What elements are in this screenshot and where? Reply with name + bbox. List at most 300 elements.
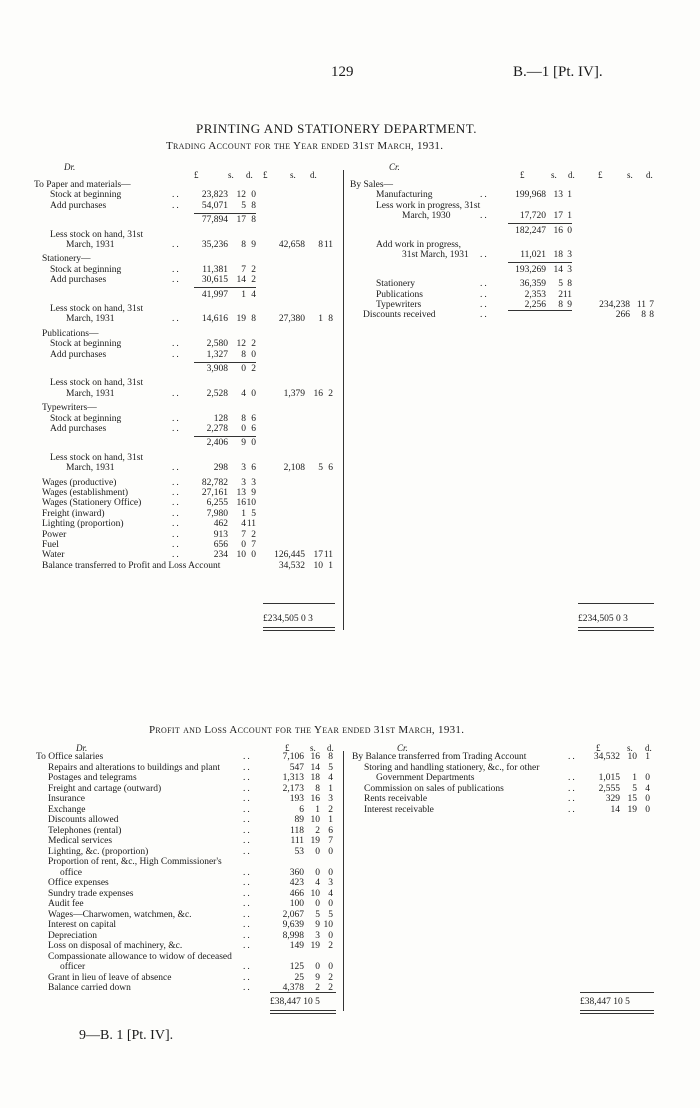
leader-dots: .. [243, 899, 252, 909]
subtotal-rule [194, 287, 256, 288]
trading-right-grand-total: £234,505 0 3 [578, 614, 628, 624]
pl-left-label: Insurance [48, 794, 85, 804]
trading-left-inner-shillings: 13 [236, 488, 246, 498]
pl-right-grand-total: £38,447 10 5 [580, 997, 630, 1007]
pl-left-amount-pounds: 7,106 [282, 752, 304, 762]
trading-left-inner-shillings: 12 [236, 339, 246, 350]
trading-right-label: Less work in progress, 31st [376, 200, 481, 211]
pl-left-amount-pounds: 53 [294, 846, 304, 857]
trading-right-inner-shillings: 2 [558, 289, 563, 300]
pl-right-label: Government Departments [376, 773, 475, 783]
pl-left-amount-shillings: 5 [315, 909, 320, 920]
trading-left-inner-pounds: 913 [213, 529, 228, 540]
leader-dots: .. [243, 941, 252, 951]
trading-left-inner-pence: 0 [251, 388, 256, 399]
trading-left-inner-shillings: 0 [241, 364, 246, 374]
pl-left-amount-pence: 6 [328, 825, 333, 836]
pl-left-amount-pounds: 4,378 [282, 983, 304, 993]
trading-dr-label: Dr. [64, 162, 76, 172]
pl-left-amount-pence: 2 [328, 941, 333, 951]
trading-title: PRINTING AND STATIONERY DEPARTMENT. [196, 121, 477, 136]
trading-right-inner-pounds: 199,968 [515, 190, 546, 201]
pl-left-amount-shillings: 1 [315, 804, 320, 815]
pl-left-amount-shillings: 0 [315, 867, 320, 878]
pl-left-amount-pounds: 6 [299, 804, 304, 815]
trading-right-inner-shillings: 14 [553, 264, 563, 275]
trading-left-outer-pence: 2 [328, 388, 333, 399]
leader-dots: .. [172, 519, 181, 530]
currency-header-left-inner-pence: d. [246, 170, 253, 180]
leader-dots: .. [172, 240, 181, 250]
trading-left-outer-pounds: 27,380 [278, 314, 305, 325]
trading-left-outer-pence: 1 [328, 560, 333, 571]
pl-left-amount-shillings: 10 [310, 815, 320, 825]
trading-left-label: Stock at beginning [50, 413, 122, 424]
trading-left-outer-pence: 8 [328, 314, 333, 325]
trading-right-outer-shillings: 8 [641, 310, 646, 321]
trading-left-label: Publications— [42, 328, 99, 339]
trading-left-inner-shillings: 3 [241, 463, 246, 474]
outer-total-rule-left [263, 603, 335, 604]
pl-right-amount-pounds: 34,532 [593, 752, 620, 762]
leader-dots: .. [172, 508, 181, 519]
pl-left-amount-shillings: 18 [310, 773, 320, 783]
trading-left-inner-pounds: 41,997 [201, 289, 228, 300]
trading-left-label: Stock at beginning [50, 190, 122, 201]
leader-dots: .. [568, 783, 577, 794]
trading-right-label: By Sales— [350, 180, 394, 190]
leader-dots: .. [172, 264, 181, 275]
trading-left-inner-pence: 0 [251, 349, 256, 360]
trading-left-inner-shillings: 1 [241, 289, 246, 300]
trading-left-outer-pence: 11 [323, 550, 333, 561]
pl-right-amount-shillings: 10 [627, 752, 637, 762]
trading-left-outer-pounds: 1,379 [283, 388, 305, 399]
pl-left-amount-pence: 0 [328, 899, 333, 909]
trading-left-inner-shillings: 10 [236, 550, 246, 561]
trading-left-inner-pence: 0 [251, 190, 256, 201]
pl-left-label: Telephones (rental) [48, 825, 122, 836]
trading-left-label: Lighting (proportion) [42, 519, 124, 530]
pl-left-amount-pounds: 423 [289, 878, 304, 888]
leader-dots: .. [480, 279, 489, 290]
pl-total-rule-left [270, 992, 336, 993]
trading-right-inner-shillings: 13 [553, 190, 563, 201]
trading-left-label: Add purchases [50, 424, 107, 434]
currency-header-right-inner-shillings: s. [551, 170, 557, 180]
trading-right-inner-pounds: 182,247 [515, 225, 546, 236]
pl-left-label: Freight and cartage (outward) [48, 783, 162, 794]
trading-left-label: Add purchases [50, 275, 107, 286]
pl-left-label: Postages and telegrams [48, 773, 137, 783]
trading-right-inner-pence: 1 [567, 211, 572, 222]
leader-dots: .. [172, 190, 181, 201]
pl-right-label: Rents receivable [364, 794, 428, 804]
leader-dots: .. [480, 289, 489, 300]
trading-left-label: March, 1931 [66, 240, 115, 250]
pl-right-label: Interest receivable [364, 804, 434, 815]
trading-left-label: Stationery— [42, 254, 91, 265]
pl-left-amount-pounds: 2,067 [282, 909, 304, 920]
trading-left-inner-pence: 6 [251, 424, 256, 434]
trading-left-outer-pounds: 2,108 [283, 463, 305, 474]
trading-right-outer-pence: 7 [649, 300, 654, 310]
trading-left-inner-shillings: 4 [241, 519, 246, 530]
trading-left-grand-total: £234,505 0 3 [263, 614, 313, 624]
trading-left-inner-shillings: 19 [236, 314, 246, 325]
pl-left-amount-shillings: 2 [315, 983, 320, 993]
pl-left-amount-pence: 5 [328, 909, 333, 920]
pl-left-label: Repairs and alterations to buildings and plant [48, 762, 221, 773]
leader-dots: .. [480, 250, 489, 261]
pl-left-amount-pounds: 25 [294, 972, 304, 983]
trading-left-inner-pounds: 298 [213, 463, 228, 474]
right-inner-total-rule [508, 310, 572, 311]
currency-header-left-outer-pence: d. [310, 170, 317, 180]
trading-subtitle: Trading Account for the Year ended 31st March, 1931. [166, 140, 444, 152]
pl-right-label: By Balance transferred from Trading Account [352, 752, 527, 762]
leader-dots: .. [243, 909, 252, 920]
trading-left-inner-shillings: 0 [241, 424, 246, 434]
pl-right-amount-pence: 1 [645, 752, 650, 762]
trading-left-outer-shillings: 10 [313, 560, 323, 571]
page-number: 129 [331, 64, 354, 80]
pl-left-amount-shillings: 10 [310, 888, 320, 899]
leader-dots: .. [568, 752, 577, 762]
pl-grand-total-double-rule-left-second [270, 1013, 336, 1014]
trading-right-outer-pounds: 234,238 [599, 300, 630, 310]
pl-left-amount-pounds: 111 [290, 836, 304, 846]
trading-left-label: Less stock on hand, 31st [50, 378, 144, 389]
leader-dots: .. [172, 463, 181, 474]
trading-left-inner-shillings: 3 [241, 477, 246, 488]
pl-left-label: Balance carried down [48, 983, 131, 993]
trading-left-inner-pence: 5 [251, 508, 256, 519]
trading-left-inner-pence: 2 [251, 339, 256, 350]
trading-right-inner-pounds: 193,269 [515, 264, 546, 275]
pl-left-amount-pounds: 360 [289, 867, 304, 878]
pl-right-amount-pence: 0 [645, 773, 650, 783]
pl-left-amount-pence: 8 [328, 752, 333, 762]
pl-left-label: Office expenses [48, 878, 109, 888]
trading-right-inner-shillings: 17 [553, 211, 563, 222]
document-reference: B.—1 [Pt. IV]. [513, 64, 603, 80]
trading-left-inner-pence: 3 [251, 477, 256, 488]
leader-dots: .. [172, 477, 181, 488]
leader-dots: .. [480, 300, 489, 310]
subtotal-rule [194, 213, 256, 214]
pl-left-amount-pounds: 100 [289, 899, 304, 909]
currency-header-left-inner-shillings: s. [228, 170, 234, 180]
trading-left-inner-shillings: 1 [241, 508, 246, 519]
trading-left-inner-shillings: 9 [241, 438, 246, 449]
trading-left-inner-pounds: 54,071 [201, 200, 228, 211]
currency-header-left-outer-pounds: £ [263, 170, 268, 180]
leader-dots: .. [568, 794, 577, 804]
trading-left-label: Power [42, 529, 67, 540]
trading-right-label: Discounts received [363, 310, 436, 321]
pl-currency-right-shillings: s. [627, 743, 633, 753]
leader-dots: .. [243, 972, 252, 983]
trading-left-inner-shillings: 7 [241, 264, 246, 275]
leader-dots: .. [568, 773, 577, 783]
pl-left-label: Depreciation [48, 930, 98, 941]
pl-right-amount-shillings: 5 [632, 783, 637, 794]
trading-right-inner-pounds: 2,353 [524, 289, 546, 300]
pl-left-amount-pounds: 118 [290, 825, 304, 836]
trading-left-inner-pence: 2 [251, 264, 256, 275]
pl-left-amount-pence: 0 [328, 867, 333, 878]
trading-left-inner-pence: 2 [251, 364, 256, 374]
trading-right-label: Typewriters [376, 300, 422, 310]
pl-left-amount-pence: 3 [328, 794, 333, 804]
pl-left-amount-pounds: 1,313 [282, 773, 304, 783]
leader-dots: .. [243, 762, 252, 773]
leader-dots: .. [243, 804, 252, 815]
trading-left-inner-pounds: 14,616 [201, 314, 228, 325]
trading-left-inner-pounds: 2,580 [206, 339, 228, 350]
trading-left-label: March, 1931 [66, 388, 115, 399]
trading-left-inner-pence: 7 [251, 540, 256, 550]
pl-left-amount-pounds: 149 [289, 941, 304, 951]
trading-right-inner-shillings: 16 [553, 225, 563, 236]
pl-left-amount-pounds: 125 [289, 962, 304, 972]
leader-dots: .. [243, 888, 252, 899]
trading-right-inner-shillings: 5 [558, 279, 563, 290]
pl-column-divider [343, 751, 344, 1011]
trading-left-outer-shillings: 8 [318, 240, 323, 250]
pl-left-amount-shillings: 8 [315, 783, 320, 794]
trading-left-inner-pounds: 77,894 [201, 215, 228, 226]
pl-left-amount-pounds: 466 [289, 888, 304, 899]
trading-left-label: Wages (Stationery Office) [42, 498, 142, 509]
trading-left-outer-shillings: 17 [313, 550, 323, 561]
pl-currency-left-shillings: s. [310, 743, 316, 753]
trading-left-inner-pounds: 2,278 [206, 424, 228, 434]
pl-left-label: office [60, 867, 82, 878]
pl-right-label: Storing and handling stationery, &c., for other [364, 762, 540, 773]
leader-dots: .. [480, 211, 489, 222]
pl-dr-label: Dr. [76, 743, 88, 753]
pl-left-amount-pounds: 2,173 [282, 783, 304, 794]
trading-right-outer-shillings: 11 [636, 300, 646, 310]
trading-left-inner-pounds: 23,823 [201, 190, 228, 201]
subtotal-rule [508, 223, 572, 224]
pl-right-amount-shillings: 19 [627, 804, 637, 815]
trading-left-inner-pounds: 1,327 [206, 349, 228, 360]
grand-total-double-rule-right [578, 627, 654, 628]
trading-left-inner-pence: 8 [251, 200, 256, 211]
column-divider [343, 170, 344, 630]
leader-dots: .. [243, 752, 252, 762]
currency-header-right-outer-pounds: £ [598, 170, 603, 180]
pl-left-amount-pence: 3 [328, 878, 333, 888]
pl-left-amount-pence: 2 [328, 972, 333, 983]
pl-right-amount-shillings: 15 [627, 794, 637, 804]
pl-left-amount-shillings: 0 [315, 899, 320, 909]
pl-grand-total-double-rule-right-second [580, 1013, 654, 1014]
pl-left-label: Exchange [48, 804, 86, 815]
trading-left-inner-shillings: 12 [236, 190, 246, 201]
pl-left-amount-pence: 1 [328, 783, 333, 794]
pl-left-amount-pence: 2 [328, 983, 333, 993]
trading-right-label: Publications [376, 289, 423, 300]
trading-left-outer-pounds: 34,532 [278, 560, 305, 571]
trading-left-inner-pounds: 35,236 [201, 240, 228, 250]
trading-left-inner-pence: 9 [251, 240, 256, 250]
trading-left-inner-pounds: 2,406 [206, 438, 228, 449]
grand-total-double-rule-left-second [263, 630, 335, 631]
pl-right-amount-pounds: 329 [605, 794, 620, 804]
trading-left-label: Water [42, 550, 65, 561]
trading-left-inner-pence: 4 [251, 289, 256, 300]
pl-left-amount-pounds: 193 [289, 794, 304, 804]
subtotal-rule [508, 262, 572, 263]
trading-right-inner-shillings: 8 [558, 300, 563, 310]
leader-dots: .. [243, 846, 252, 857]
leader-dots: .. [172, 339, 181, 350]
pl-left-amount-pence: 0 [328, 930, 333, 941]
trading-left-inner-pounds: 30,615 [201, 275, 228, 286]
pl-left-label: Sundry trade expenses [48, 888, 134, 899]
pl-left-amount-pounds: 8,998 [282, 930, 304, 941]
trading-right-outer-pence: 8 [649, 310, 654, 321]
pl-left-amount-pence: 5 [328, 762, 333, 773]
trading-right-label: March, 1930 [402, 211, 451, 222]
leader-dots: .. [172, 498, 181, 509]
leader-dots: .. [172, 424, 181, 434]
pl-left-label: Discounts allowed [48, 815, 119, 825]
subtotal-rule [194, 436, 256, 437]
pl-left-label: Medical services [48, 836, 113, 846]
pl-left-amount-pence: 2 [328, 804, 333, 815]
trading-left-label: Wages (productive) [42, 477, 117, 488]
trading-left-inner-pence: 8 [251, 314, 256, 325]
trading-left-label: Typewriters— [42, 403, 97, 414]
trading-left-inner-pounds: 234 [213, 550, 228, 561]
trading-left-inner-shillings: 8 [241, 413, 246, 424]
leader-dots: .. [172, 413, 181, 424]
pl-left-amount-shillings: 0 [315, 846, 320, 857]
leader-dots: .. [172, 314, 181, 325]
currency-header-right-inner-pounds: £ [520, 170, 525, 180]
currency-header-right-inner-pence: d. [568, 170, 575, 180]
pl-left-amount-shillings: 16 [310, 794, 320, 804]
leader-dots: .. [172, 200, 181, 211]
leader-dots: .. [480, 190, 489, 201]
pl-left-amount-shillings: 4 [315, 878, 320, 888]
trading-left-outer-pounds: 42,658 [278, 240, 305, 250]
trading-left-inner-shillings: 0 [241, 540, 246, 550]
leader-dots: .. [243, 930, 252, 941]
pl-left-amount-shillings: 14 [310, 762, 320, 773]
leader-dots: .. [243, 920, 252, 930]
pl-left-label: Compassionate allowance to widow of deceased [48, 951, 232, 962]
pl-right-amount-pence: 0 [645, 804, 650, 815]
page-footer: 9—B. 1 [Pt. IV]. [79, 1028, 174, 1043]
pl-left-amount-shillings: 16 [310, 752, 320, 762]
trading-left-inner-shillings: 14 [236, 275, 246, 286]
leader-dots: .. [172, 529, 181, 540]
trading-right-label: Manufacturing [376, 190, 433, 201]
pl-currency-left-pence: d. [327, 743, 334, 753]
leader-dots: .. [243, 783, 252, 794]
outer-total-rule-right [578, 603, 654, 604]
leader-dots: .. [172, 349, 181, 360]
leader-dots: .. [172, 275, 181, 286]
trading-left-inner-pence: 2 [251, 529, 256, 540]
leader-dots: .. [243, 867, 252, 878]
pl-left-amount-shillings: 2 [315, 825, 320, 836]
trading-left-inner-pence: 2 [251, 275, 256, 286]
trading-left-inner-pounds: 2,528 [206, 388, 228, 399]
leader-dots: .. [172, 388, 181, 399]
pl-left-label: officer [60, 962, 86, 972]
pl-right-amount-pounds: 1,015 [598, 773, 620, 783]
trading-left-label: Less stock on hand, 31st [50, 229, 144, 240]
pl-right-amount-pounds: 2,555 [598, 783, 620, 794]
trading-left-inner-pence: 8 [251, 215, 256, 226]
trading-left-label: Stock at beginning [50, 264, 122, 275]
currency-header-left-inner-pounds: £ [194, 170, 199, 180]
pl-left-grand-total: £38,447 10 5 [270, 997, 320, 1007]
pl-currency-left-pounds: £ [285, 743, 290, 753]
trading-left-inner-shillings: 7 [241, 529, 246, 540]
trading-right-inner-pence: 3 [567, 264, 572, 275]
trading-left-inner-pounds: 27,161 [201, 488, 228, 498]
pl-subtitle: Profit and Loss Account for the Year ended 31st March, 1931. [149, 724, 465, 736]
pl-left-label: Loss on disposal of machinery, &c. [48, 941, 183, 951]
pl-grand-total-double-rule-left [270, 1010, 336, 1011]
trading-right-label: Add work in progress, [376, 240, 461, 250]
pl-left-amount-pence: 4 [328, 773, 333, 783]
pl-left-amount-shillings: 19 [310, 836, 320, 846]
trading-left-label: Freight (inward) [42, 508, 105, 519]
pl-left-amount-pence: 7 [328, 836, 333, 846]
trading-right-label: Stationery [376, 279, 416, 290]
grand-total-double-rule-left [263, 627, 335, 628]
pl-left-amount-pounds: 9,639 [282, 920, 304, 930]
trading-left-label: Fuel [42, 540, 59, 550]
trading-left-label: Less stock on hand, 31st [50, 452, 144, 463]
trading-left-label: Add purchases [50, 200, 107, 211]
leader-dots: .. [243, 836, 252, 846]
trading-left-inner-pounds: 82,782 [201, 477, 228, 488]
pl-right-amount-pence: 4 [645, 783, 650, 794]
subtotal-rule [194, 362, 256, 363]
trading-right-inner-pence: 11 [562, 289, 572, 300]
trading-left-label: To Paper and materials— [34, 180, 131, 190]
currency-header-left-outer-shillings: s. [290, 170, 296, 180]
trading-left-inner-pounds: 11,381 [202, 264, 228, 275]
trading-cr-label: Cr. [389, 162, 400, 172]
trading-left-inner-shillings: 8 [241, 349, 246, 360]
trading-left-outer-pounds: 126,445 [274, 550, 305, 561]
trading-left-inner-pounds: 656 [213, 540, 228, 550]
pl-cr-label: Cr. [397, 743, 408, 753]
leader-dots: .. [243, 794, 252, 804]
pl-left-label: Audit fee [48, 899, 84, 909]
trading-left-outer-shillings: 1 [318, 314, 323, 325]
trading-right-inner-pence: 9 [567, 300, 572, 310]
grand-total-double-rule-right-second [578, 630, 654, 631]
currency-header-right-outer-shillings: s. [627, 170, 633, 180]
trading-left-label: Add purchases [50, 349, 107, 360]
leader-dots: .. [172, 488, 181, 498]
pl-currency-right-pounds: £ [596, 743, 601, 753]
leader-dots: .. [172, 540, 181, 550]
trading-right-inner-pence: 1 [567, 190, 572, 201]
